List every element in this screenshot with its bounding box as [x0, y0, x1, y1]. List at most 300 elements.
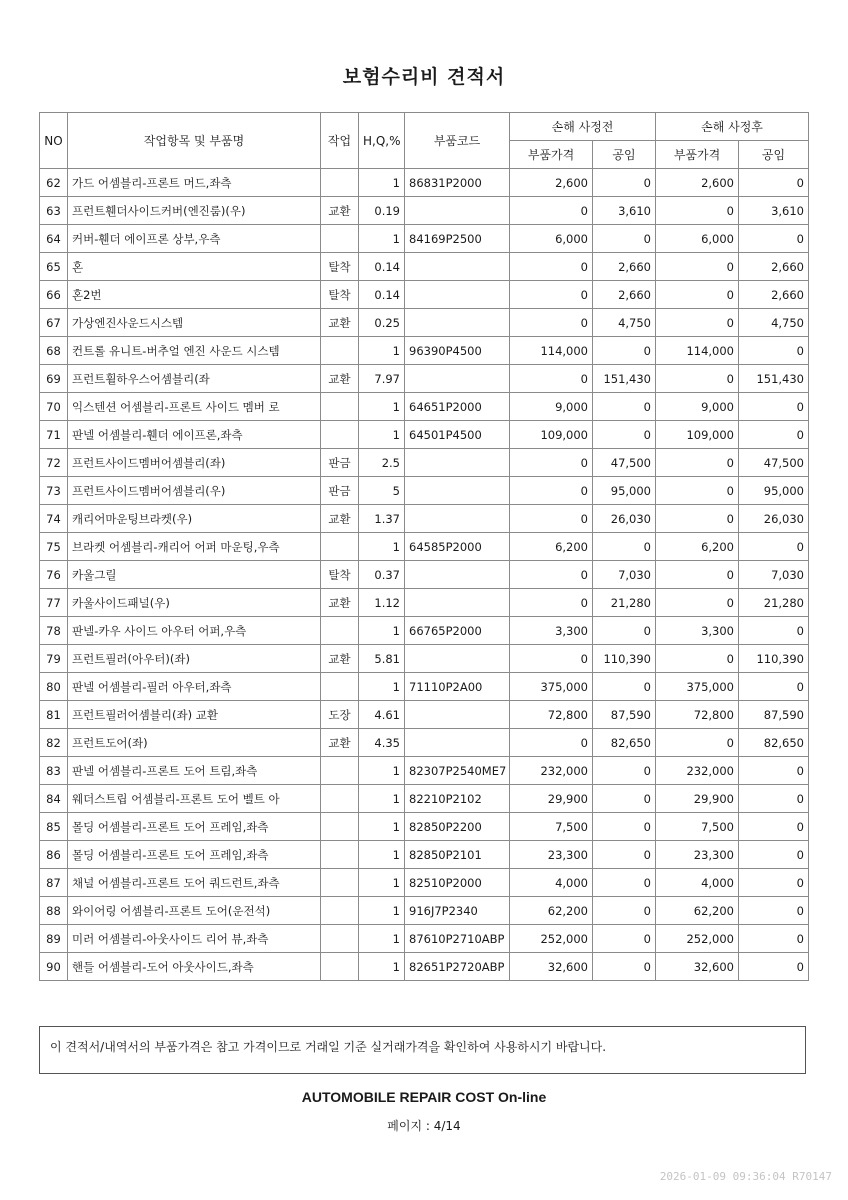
row-code [405, 505, 510, 533]
row-code: 71110P2A00 [405, 673, 510, 701]
row-hq: 1 [359, 953, 405, 981]
row-before-labor: 0 [593, 925, 656, 953]
row-after-labor: 0 [739, 869, 809, 897]
row-item: 혼2번 [68, 281, 321, 309]
row-before-labor: 21,280 [593, 589, 656, 617]
row-after-labor: 0 [739, 897, 809, 925]
row-before-price: 114,000 [510, 337, 593, 365]
row-after-labor: 2,660 [739, 281, 809, 309]
row-item: 프런트필러(아우터)(좌) [68, 645, 321, 673]
table-row [40, 925, 809, 953]
row-work: 교환 [321, 309, 359, 337]
row-item: 프런트필러어셈블리(좌) 교환 [68, 701, 321, 729]
row-after-price: 0 [656, 589, 739, 617]
row-before-price: 0 [510, 365, 593, 393]
table-row [40, 281, 809, 309]
row-work [321, 169, 359, 197]
print-timestamp: 2026-01-09 09:36:04 R70147 [659, 1170, 832, 1183]
row-after-labor: 0 [739, 785, 809, 813]
table-row [40, 813, 809, 841]
row-item: 프런트휀더사이드커버(엔진룸)(우) [68, 197, 321, 225]
row-before-labor: 0 [593, 673, 656, 701]
row-code: 82307P2540ME7 [405, 757, 510, 785]
row-no: 64 [40, 225, 68, 253]
table-row [40, 421, 809, 449]
row-before-price: 232,000 [510, 757, 593, 785]
row-code: 82850P2101 [405, 841, 510, 869]
row-after-labor: 47,500 [739, 449, 809, 477]
row-before-price: 4,000 [510, 869, 593, 897]
row-no: 69 [40, 365, 68, 393]
row-code [405, 449, 510, 477]
table-row [40, 869, 809, 897]
row-item: 몰딩 어셈블리-프론트 도어 프레임,좌측 [68, 813, 321, 841]
row-no: 82 [40, 729, 68, 757]
row-after-labor: 0 [739, 393, 809, 421]
row-no: 66 [40, 281, 68, 309]
header-row-1 [40, 113, 809, 141]
row-before-price: 29,900 [510, 785, 593, 813]
table-row [40, 701, 809, 729]
row-before-labor: 3,610 [593, 197, 656, 225]
row-no: 62 [40, 169, 68, 197]
row-after-labor: 0 [739, 169, 809, 197]
row-after-labor: 26,030 [739, 505, 809, 533]
row-before-price: 6,200 [510, 533, 593, 561]
row-hq: 1 [359, 925, 405, 953]
row-no: 67 [40, 309, 68, 337]
row-hq: 1.37 [359, 505, 405, 533]
row-work [321, 925, 359, 953]
row-before-labor: 110,390 [593, 645, 656, 673]
row-hq: 5.81 [359, 645, 405, 673]
header-item: 작업항목 및 부품명 [68, 113, 321, 169]
table-row [40, 169, 809, 197]
row-hq: 5 [359, 477, 405, 505]
row-after-labor: 3,610 [739, 197, 809, 225]
row-after-labor: 0 [739, 533, 809, 561]
row-hq: 4.61 [359, 701, 405, 729]
row-hq: 1 [359, 869, 405, 897]
row-before-labor: 0 [593, 841, 656, 869]
row-before-labor: 47,500 [593, 449, 656, 477]
row-work [321, 225, 359, 253]
row-work: 교환 [321, 505, 359, 533]
notice-text: 이 견적서/내역서의 부품가격은 참고 가격이므로 거래일 기준 실거래가격을 확인하여 사용하시기 바랍니다. [50, 1040, 607, 1054]
row-after-labor: 87,590 [739, 701, 809, 729]
row-no: 90 [40, 953, 68, 981]
table-row [40, 225, 809, 253]
row-before-labor: 0 [593, 169, 656, 197]
row-after-labor: 151,430 [739, 365, 809, 393]
row-hq: 1 [359, 813, 405, 841]
table-row [40, 533, 809, 561]
row-work [321, 841, 359, 869]
row-after-labor: 0 [739, 757, 809, 785]
row-item: 판넬 어셈블리-필러 아우터,좌측 [68, 673, 321, 701]
row-no: 84 [40, 785, 68, 813]
row-before-labor: 4,750 [593, 309, 656, 337]
row-before-labor: 0 [593, 785, 656, 813]
row-no: 75 [40, 533, 68, 561]
row-before-price: 72,800 [510, 701, 593, 729]
row-before-labor: 2,660 [593, 281, 656, 309]
row-item: 카울그릴 [68, 561, 321, 589]
row-no: 88 [40, 897, 68, 925]
row-code: 64585P2000 [405, 533, 510, 561]
row-code: 916J7P2340 [405, 897, 510, 925]
row-item: 웨더스트립 어셈블리-프론트 도어 벨트 아 [68, 785, 321, 813]
row-code [405, 253, 510, 281]
row-after-labor: 0 [739, 673, 809, 701]
table-row [40, 617, 809, 645]
row-no: 83 [40, 757, 68, 785]
header-before-labor: 공임 [593, 141, 656, 169]
row-work: 교환 [321, 365, 359, 393]
row-work: 교환 [321, 645, 359, 673]
row-item: 미러 어셈블리-아웃사이드 리어 뷰,좌측 [68, 925, 321, 953]
row-before-price: 0 [510, 253, 593, 281]
row-after-price: 114,000 [656, 337, 739, 365]
row-after-labor: 82,650 [739, 729, 809, 757]
row-no: 81 [40, 701, 68, 729]
row-no: 78 [40, 617, 68, 645]
row-work: 탈착 [321, 561, 359, 589]
row-after-price: 6,200 [656, 533, 739, 561]
table-body [40, 169, 809, 981]
row-work [321, 337, 359, 365]
row-after-price: 7,500 [656, 813, 739, 841]
row-work [321, 757, 359, 785]
row-item: 가드 어셈블리-프론트 머드,좌측 [68, 169, 321, 197]
row-hq: 1.12 [359, 589, 405, 617]
row-before-price: 0 [510, 309, 593, 337]
table-row [40, 757, 809, 785]
row-code [405, 309, 510, 337]
row-item: 판넬 어셈블리-프론트 도어 트림,좌측 [68, 757, 321, 785]
row-item: 카울사이드패널(우) [68, 589, 321, 617]
row-after-labor: 0 [739, 953, 809, 981]
row-before-labor: 0 [593, 421, 656, 449]
row-hq: 0.25 [359, 309, 405, 337]
row-hq: 1 [359, 337, 405, 365]
row-hq: 1 [359, 673, 405, 701]
table-row [40, 729, 809, 757]
row-after-price: 0 [656, 449, 739, 477]
row-before-labor: 0 [593, 617, 656, 645]
row-work [321, 421, 359, 449]
row-code [405, 729, 510, 757]
table-row [40, 897, 809, 925]
row-work: 판금 [321, 477, 359, 505]
row-after-price: 6,000 [656, 225, 739, 253]
row-code [405, 589, 510, 617]
row-before-price: 6,000 [510, 225, 593, 253]
row-hq: 1 [359, 841, 405, 869]
header-before-price: 부품가격 [510, 141, 593, 169]
row-no: 73 [40, 477, 68, 505]
row-no: 79 [40, 645, 68, 673]
row-before-labor: 26,030 [593, 505, 656, 533]
row-after-labor: 110,390 [739, 645, 809, 673]
row-item: 채널 어셈블리-프론트 도어 쿼드런트,좌측 [68, 869, 321, 897]
document-title: 보험수리비 견적서 [342, 66, 506, 88]
row-work [321, 813, 359, 841]
row-code [405, 477, 510, 505]
row-after-labor: 2,660 [739, 253, 809, 281]
row-before-labor: 0 [593, 897, 656, 925]
row-code: 86831P2000 [405, 169, 510, 197]
row-before-price: 3,300 [510, 617, 593, 645]
row-work: 탈착 [321, 253, 359, 281]
row-after-labor: 0 [739, 841, 809, 869]
row-hq: 1 [359, 393, 405, 421]
row-hq: 4.35 [359, 729, 405, 757]
row-before-price: 0 [510, 449, 593, 477]
row-code [405, 561, 510, 589]
row-after-price: 4,000 [656, 869, 739, 897]
table-row [40, 477, 809, 505]
row-work [321, 953, 359, 981]
header-after: 손해 사정후 [656, 113, 809, 141]
row-item: 가상엔진사운드시스템 [68, 309, 321, 337]
row-after-price: 0 [656, 729, 739, 757]
row-no: 72 [40, 449, 68, 477]
row-code [405, 701, 510, 729]
table-row [40, 393, 809, 421]
row-no: 86 [40, 841, 68, 869]
row-after-price: 2,600 [656, 169, 739, 197]
row-before-price: 0 [510, 589, 593, 617]
row-code [405, 281, 510, 309]
table-row [40, 785, 809, 813]
row-code [405, 645, 510, 673]
row-before-labor: 0 [593, 533, 656, 561]
row-no: 85 [40, 813, 68, 841]
row-before-price: 109,000 [510, 421, 593, 449]
row-after-labor: 0 [739, 337, 809, 365]
row-item: 몰딩 어셈블리-프론트 도어 프레임,좌측 [68, 841, 321, 869]
header-after-price: 부품가격 [656, 141, 739, 169]
row-hq: 0.37 [359, 561, 405, 589]
row-before-price: 0 [510, 729, 593, 757]
row-item: 프런트휠하우스어셈블리(좌 [68, 365, 321, 393]
row-code: 96390P4500 [405, 337, 510, 365]
row-after-price: 72,800 [656, 701, 739, 729]
table-row [40, 253, 809, 281]
row-item: 판넬 어셈블리-휀더 에이프론,좌측 [68, 421, 321, 449]
row-hq: 0.14 [359, 281, 405, 309]
row-after-labor: 0 [739, 813, 809, 841]
row-no: 71 [40, 421, 68, 449]
table-row [40, 197, 809, 225]
row-hq: 7.97 [359, 365, 405, 393]
row-code [405, 365, 510, 393]
row-work: 판금 [321, 449, 359, 477]
header-no: NO [40, 113, 68, 169]
row-item: 캐리어마운팅브라켓(우) [68, 505, 321, 533]
row-after-labor: 0 [739, 617, 809, 645]
table-row [40, 449, 809, 477]
table-row [40, 337, 809, 365]
row-after-price: 29,900 [656, 785, 739, 813]
row-work: 탈착 [321, 281, 359, 309]
row-no: 74 [40, 505, 68, 533]
row-after-price: 232,000 [656, 757, 739, 785]
page-number: 페이지 : 4/14 [387, 1119, 461, 1133]
table-row [40, 673, 809, 701]
row-after-price: 0 [656, 477, 739, 505]
row-no: 80 [40, 673, 68, 701]
row-no: 76 [40, 561, 68, 589]
row-hq: 1 [359, 897, 405, 925]
row-before-price: 23,300 [510, 841, 593, 869]
header-before: 손해 사정전 [510, 113, 656, 141]
row-before-labor: 0 [593, 757, 656, 785]
row-after-price: 9,000 [656, 393, 739, 421]
row-no: 89 [40, 925, 68, 953]
row-before-price: 7,500 [510, 813, 593, 841]
header-hq: H,Q,% [359, 113, 405, 169]
row-item: 브라켓 어셈블리-캐리어 어퍼 마운팅,우측 [68, 533, 321, 561]
table-row [40, 365, 809, 393]
row-code: 84169P2500 [405, 225, 510, 253]
row-item: 와이어링 어셈블리-프론트 도어(운전석) [68, 897, 321, 925]
row-item: 익스텐션 어셈블리-프론트 사이드 멤버 로 [68, 393, 321, 421]
row-no: 65 [40, 253, 68, 281]
row-after-price: 0 [656, 365, 739, 393]
row-code: 82210P2102 [405, 785, 510, 813]
table-row [40, 309, 809, 337]
table-row [40, 645, 809, 673]
header-after-labor: 공임 [739, 141, 809, 169]
row-no: 87 [40, 869, 68, 897]
row-work [321, 533, 359, 561]
row-before-labor: 0 [593, 869, 656, 897]
table-row [40, 953, 809, 981]
row-before-labor: 87,590 [593, 701, 656, 729]
table-row [40, 841, 809, 869]
row-before-price: 375,000 [510, 673, 593, 701]
row-item: 프런트사이드멤버어셈블리(우) [68, 477, 321, 505]
row-before-price: 0 [510, 281, 593, 309]
row-after-price: 23,300 [656, 841, 739, 869]
row-before-labor: 0 [593, 953, 656, 981]
table-row [40, 589, 809, 617]
row-work: 도장 [321, 701, 359, 729]
row-after-price: 0 [656, 281, 739, 309]
row-before-price: 9,000 [510, 393, 593, 421]
row-after-price: 0 [656, 505, 739, 533]
row-after-price: 0 [656, 309, 739, 337]
row-after-price: 252,000 [656, 925, 739, 953]
row-before-labor: 0 [593, 225, 656, 253]
row-after-price: 0 [656, 561, 739, 589]
row-hq: 1 [359, 169, 405, 197]
row-code: 82651P2720ABP [405, 953, 510, 981]
row-after-price: 109,000 [656, 421, 739, 449]
row-after-price: 3,300 [656, 617, 739, 645]
row-after-labor: 0 [739, 925, 809, 953]
row-after-price: 0 [656, 253, 739, 281]
row-before-price: 2,600 [510, 169, 593, 197]
row-work [321, 617, 359, 645]
row-work [321, 673, 359, 701]
row-work: 교환 [321, 589, 359, 617]
row-before-labor: 0 [593, 393, 656, 421]
row-after-labor: 4,750 [739, 309, 809, 337]
row-hq: 0.19 [359, 197, 405, 225]
row-after-labor: 21,280 [739, 589, 809, 617]
row-hq: 1 [359, 225, 405, 253]
row-item: 커버-휀더 에이프론 상부,우측 [68, 225, 321, 253]
row-work [321, 869, 359, 897]
row-hq: 1 [359, 421, 405, 449]
row-before-labor: 0 [593, 813, 656, 841]
row-code: 82510P2000 [405, 869, 510, 897]
row-item: 핸들 어셈블리-도어 아웃사이드,좌측 [68, 953, 321, 981]
row-no: 77 [40, 589, 68, 617]
row-work: 교환 [321, 197, 359, 225]
row-hq: 2.5 [359, 449, 405, 477]
row-work [321, 785, 359, 813]
row-code: 82850P2200 [405, 813, 510, 841]
row-before-labor: 151,430 [593, 365, 656, 393]
row-work: 교환 [321, 729, 359, 757]
row-hq: 1 [359, 757, 405, 785]
table-row [40, 505, 809, 533]
row-item: 혼 [68, 253, 321, 281]
footer-brand: AUTOMOBILE REPAIR COST On-line [301, 1089, 547, 1105]
header-code: 부품코드 [405, 113, 510, 169]
row-before-price: 0 [510, 505, 593, 533]
row-after-price: 62,200 [656, 897, 739, 925]
row-after-labor: 7,030 [739, 561, 809, 589]
row-work [321, 897, 359, 925]
row-before-labor: 82,650 [593, 729, 656, 757]
row-no: 70 [40, 393, 68, 421]
row-hq: 1 [359, 617, 405, 645]
row-no: 63 [40, 197, 68, 225]
row-hq: 1 [359, 785, 405, 813]
estimate-table [39, 112, 809, 981]
header-work: 작업 [321, 113, 359, 169]
table-row [40, 561, 809, 589]
row-after-price: 32,600 [656, 953, 739, 981]
row-hq: 0.14 [359, 253, 405, 281]
row-after-price: 375,000 [656, 673, 739, 701]
row-after-price: 0 [656, 197, 739, 225]
row-before-price: 0 [510, 477, 593, 505]
row-code: 64651P2000 [405, 393, 510, 421]
row-code: 87610P2710ABP [405, 925, 510, 953]
row-code [405, 197, 510, 225]
row-work [321, 393, 359, 421]
row-before-labor: 7,030 [593, 561, 656, 589]
row-before-price: 62,200 [510, 897, 593, 925]
row-before-price: 32,600 [510, 953, 593, 981]
row-before-price: 252,000 [510, 925, 593, 953]
row-no: 68 [40, 337, 68, 365]
row-item: 프런트사이드멤버어셈블리(좌) [68, 449, 321, 477]
row-before-labor: 2,660 [593, 253, 656, 281]
row-item: 컨트롤 유니트-버추얼 엔진 사운드 시스템 [68, 337, 321, 365]
row-item: 판넬-카우 사이드 아우터 어퍼,우측 [68, 617, 321, 645]
row-before-labor: 95,000 [593, 477, 656, 505]
notice-box [39, 1026, 806, 1074]
row-hq: 1 [359, 533, 405, 561]
row-after-labor: 95,000 [739, 477, 809, 505]
